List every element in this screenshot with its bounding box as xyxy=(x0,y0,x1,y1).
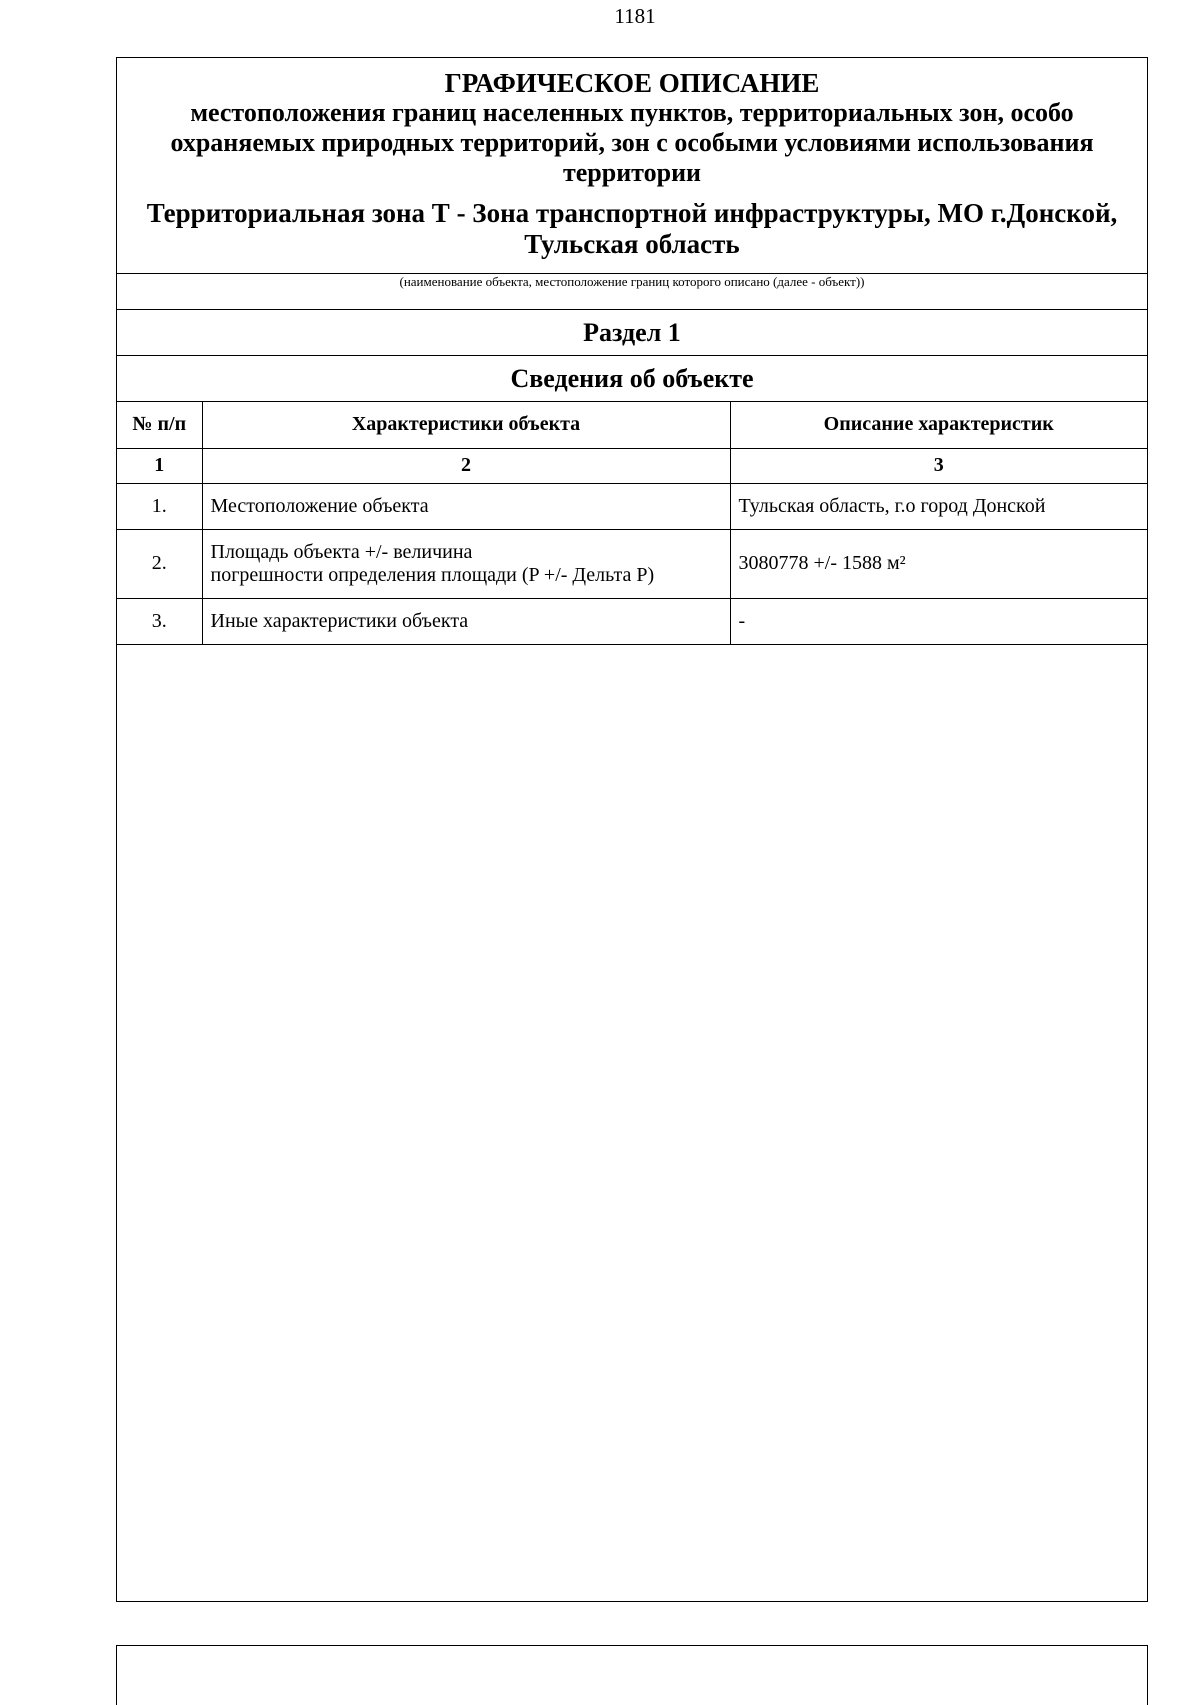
object-name-line2: Тульская область xyxy=(524,229,740,259)
row-characteristic xyxy=(202,529,730,598)
document-frame xyxy=(116,57,1148,1602)
row-number: 1. xyxy=(117,483,202,529)
header-num: № п/п xyxy=(117,402,202,448)
object-name-line1: Территориальная зона Т - Зона транспортной инфраструктуры, МО г.Донской, xyxy=(146,198,1118,228)
table-row xyxy=(117,598,1147,644)
column-number: 1 xyxy=(117,448,202,483)
row-number: 3. xyxy=(117,598,202,644)
row-characteristic-line2: погрешности определения площади (P +/- Дельта P) xyxy=(210,563,655,586)
object-info-table xyxy=(117,402,1147,645)
column-number: 3 xyxy=(730,448,1147,483)
title-block xyxy=(117,58,1147,274)
document-subtitle: местоположения границ населенных пунктов, территориальных зон, особо охраняемых природных территорий, зон с особыми условиями использования территории xyxy=(170,98,1094,187)
object-caption: (наименование объекта, местоположение границ которого описано (далее - объект)) xyxy=(117,274,1147,310)
table-header-row xyxy=(117,402,1147,448)
column-number: 2 xyxy=(202,448,730,483)
header-characteristic: Характеристики объекта xyxy=(202,402,730,448)
table-row xyxy=(117,483,1147,529)
row-number: 2. xyxy=(117,529,202,598)
next-page-frame xyxy=(116,1645,1148,1705)
object-name xyxy=(117,198,1147,260)
row-characteristic: Иные характеристики объекта xyxy=(202,598,730,644)
section-label: Раздел 1 xyxy=(117,310,1147,356)
page-number: 1181 xyxy=(614,4,656,28)
row-description: Тульская область, г.о город Донской xyxy=(730,483,1147,529)
row-description: - xyxy=(730,598,1147,644)
row-characteristic-line1: Площадь объекта +/- величина xyxy=(210,540,473,563)
section-heading: Сведения об объекте xyxy=(117,356,1147,402)
row-description: 3080778 +/- 1588 м² xyxy=(730,529,1147,598)
header-description: Описание характеристик xyxy=(730,402,1147,448)
table-row xyxy=(117,529,1147,598)
document-title: ГРАФИЧЕСКОЕ ОПИСАНИЕ xyxy=(444,68,820,98)
row-characteristic: Местоположение объекта xyxy=(202,483,730,529)
column-number-row xyxy=(117,448,1147,483)
